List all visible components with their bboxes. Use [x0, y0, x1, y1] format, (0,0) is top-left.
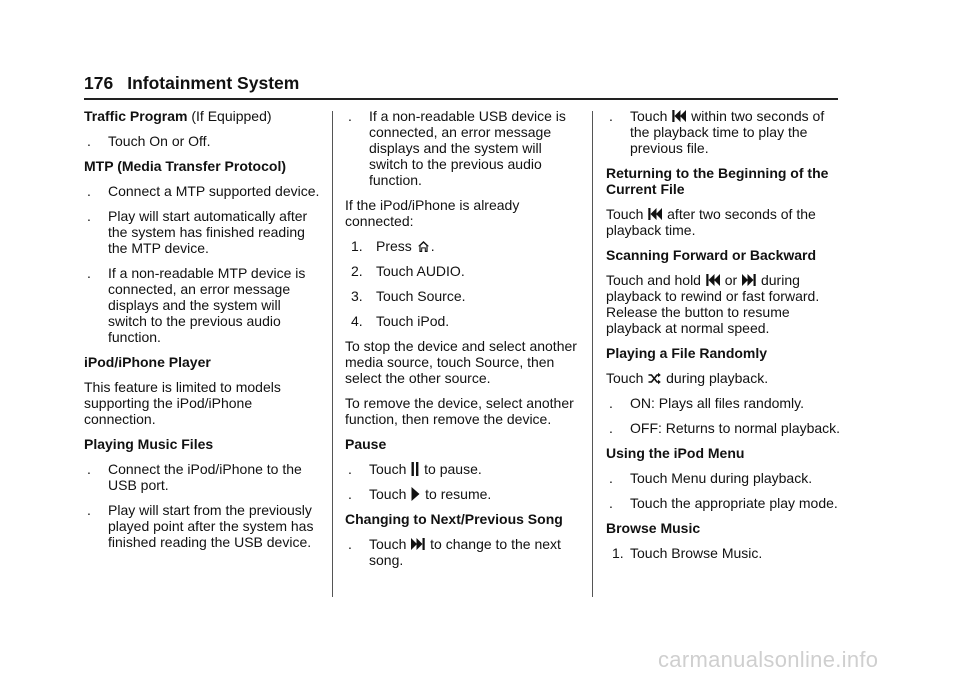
- pause-icon: [411, 462, 419, 476]
- step-item: 1. Touch Browse Music.: [612, 545, 763, 561]
- ipod-player-heading: iPod/iPhone Player: [84, 354, 211, 370]
- list-item: . If a non-readable MTP device is connected, an error message displays and the system will switch to the previous audio function.: [87, 265, 306, 345]
- play-icon: [411, 487, 420, 501]
- shuffle-icon: [648, 372, 661, 385]
- paragraph: Touch after two seconds of the playback time.: [606, 206, 816, 238]
- list-item: . Touch On or Off.: [87, 133, 211, 149]
- paragraph: If the iPod/iPhone is already connected:: [345, 197, 520, 229]
- scanning-heading: Scanning Forward or Backward: [606, 247, 817, 263]
- step-item: 2. Touch AUDIO.: [351, 263, 465, 279]
- page-number: 176: [84, 73, 114, 93]
- list-item: . Touch to pause.: [348, 461, 482, 477]
- list-item: . Touch to resume.: [348, 486, 492, 502]
- random-heading: Playing a File Randomly: [606, 345, 768, 361]
- header-rule: [84, 98, 838, 100]
- pause-heading: Pause: [345, 436, 387, 452]
- watermark: carmanualsonline.info: [658, 647, 879, 672]
- next-previous-heading: Changing to Next/Previous Song: [345, 511, 563, 527]
- list-item: . ON: Plays all files randomly.: [609, 395, 805, 411]
- traffic-program-heading: Traffic Program (If Equipped): [84, 108, 272, 124]
- returning-heading: Returning to the Beginning of the Current File: [606, 165, 829, 197]
- previous-track-icon: [672, 109, 686, 123]
- list-item: . Touch to change to the next song.: [348, 536, 561, 568]
- step-item: 3. Touch Source.: [351, 288, 466, 304]
- previous-track-icon: [706, 273, 720, 287]
- column-3: [606, 108, 842, 570]
- paragraph: To stop the device and select another media source, touch Source, then select the other source.: [345, 338, 577, 386]
- step-item: 1. Press .: [351, 238, 435, 254]
- paragraph: To remove the device, select another function, then remove the device.: [345, 395, 574, 427]
- list-item: . Touch within two seconds of the playback time to play the previous file.: [609, 108, 825, 156]
- list-item: . Connect a MTP supported device.: [87, 183, 320, 199]
- list-item: . If a non-readable USB device is connected, an error message displays and the system will switch to the previous audio function.: [348, 108, 566, 188]
- column-2: [345, 108, 581, 577]
- playing-music-files-heading: Playing Music Files: [84, 436, 214, 452]
- browse-music-heading: Browse Music: [606, 520, 701, 536]
- mtp-heading: MTP (Media Transfer Protocol): [84, 158, 286, 174]
- list-item: . Play will start automatically after the system has finished reading the MTP device.: [87, 208, 308, 256]
- next-track-icon: [411, 537, 425, 551]
- page-title: Infotainment System: [127, 73, 300, 93]
- column-divider-1: [332, 111, 333, 597]
- step-item: 4. Touch iPod.: [351, 313, 450, 329]
- home-icon: [417, 240, 430, 253]
- column-divider-2: [592, 111, 593, 597]
- column-1: [84, 108, 320, 559]
- list-item: . OFF: Returns to normal playback.: [609, 420, 841, 436]
- list-item: . Play will start from the previously played point after the system has finished reading the USB device.: [87, 502, 314, 550]
- previous-track-icon: [648, 207, 662, 221]
- list-item: . Touch the appropriate play mode.: [609, 495, 838, 511]
- list-item: . Touch Menu during playback.: [609, 470, 813, 486]
- ipod-menu-heading: Using the iPod Menu: [606, 445, 745, 461]
- ipod-paragraph: This feature is limited to models supporting the iPod/iPhone connection.: [84, 379, 281, 427]
- paragraph: Touch and hold or during playback to rewind or fast forward. Release the button to resume playback at normal speed.: [606, 272, 820, 336]
- page-header: [84, 73, 299, 93]
- list-item: . Connect the iPod/iPhone to the USB port.: [87, 461, 302, 493]
- next-track-icon: [742, 273, 756, 287]
- paragraph: Touch during playback.: [606, 370, 769, 386]
